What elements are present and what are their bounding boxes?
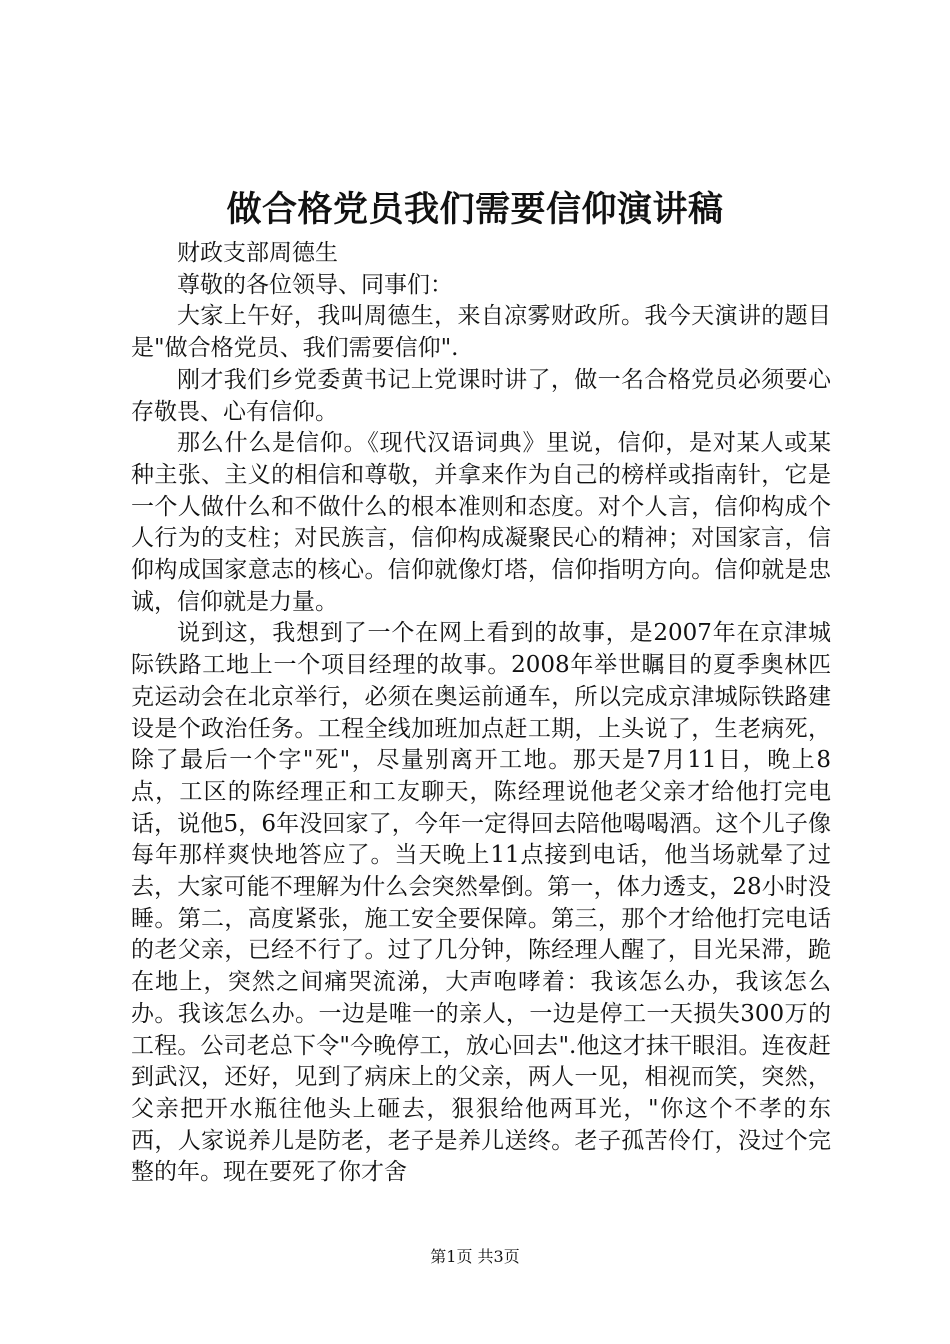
document-title: 做合格党员我们需要信仰演讲稿 [226,189,724,230]
document-body [131,238,831,1189]
page-footer: 第1页 共3页 [430,1247,520,1266]
paragraph: 刚才我们乡党委黄书记上党课时讲了，做一名合格党员必须要心存敬畏、心有信仰。 [131,366,831,425]
salutation: 尊敬的各位领导、同事们： [177,271,453,298]
author-line: 财政支部周德生 [177,240,338,266]
paragraph: 说到这，我想到了一个在网上看到的故事，是2007年在京津城际铁路工地上一个项目经理的故事。2008年举世瞩目的夏季奥林匹克运动会在北京举行，必须在奥运前通车，所以完成京津城际铁路建设是个政治任务。工程全线加班加点赶工期，上头说了，生老病死，除了最后一个字"死"，尽量别离开工地。那天是7月11日，晚上8点，工区的陈经理正和工友聊天，陈经理说他老父亲才给他打完电话，说他5，6年没回家了，今年一定得回去陪他喝喝酒。这个儿子像每年那样爽快地答应了。当天晚上11点接到电话，他当场就晕了过去，大家可能不理解为什么会突然晕倒。第一，体力透支，28小时没睡。第二，高度紧张，施工安全要保障。第三，那个才给他打完电话的老父亲，已经不行了。过了几分钟，陈经理人醒了，目光呆滞，跪在地上，突然之间痛哭流涕，大声咆哮着：我该怎么办，我该怎么办。我该怎么办。一边是唯一的亲人，一边是停工一天损失300万的工程。公司老总下令"今晚停工，放心回去".他这才抹干眼泪。连夜赶到武汉，还好，见到了病床上的父亲，两人一见，相视而笑，突然，父亲把开水瓶往他头上砸去，狠狠给他两耳光，"你这个不孝的东西，人家说养儿是防老，老子是养儿送终。老子孤苦伶仃，没过个完整的年。现在要死了你才舍 [131,620,831,1186]
paragraph: 大家上午好，我叫周德生，来自凉雾财政所。我今天演讲的题目是"做合格党员、我们需要信仰". [131,303,831,362]
paragraph: 那么什么是信仰。《现代汉语词典》里说，信仰，是对某人或某种主张、主义的相信和尊敬，并拿来作为自己的榜样或指南针，它是一个人做什么和不做什么的根本准则和态度。对个人言，信仰构成个人行为的支柱；对民族言，信仰构成凝聚民心的精神；对国家言，信仰构成国家意志的核心。信仰就像灯塔，信仰指明方向。信仰就是忠诚，信仰就是力量。 [131,430,831,615]
